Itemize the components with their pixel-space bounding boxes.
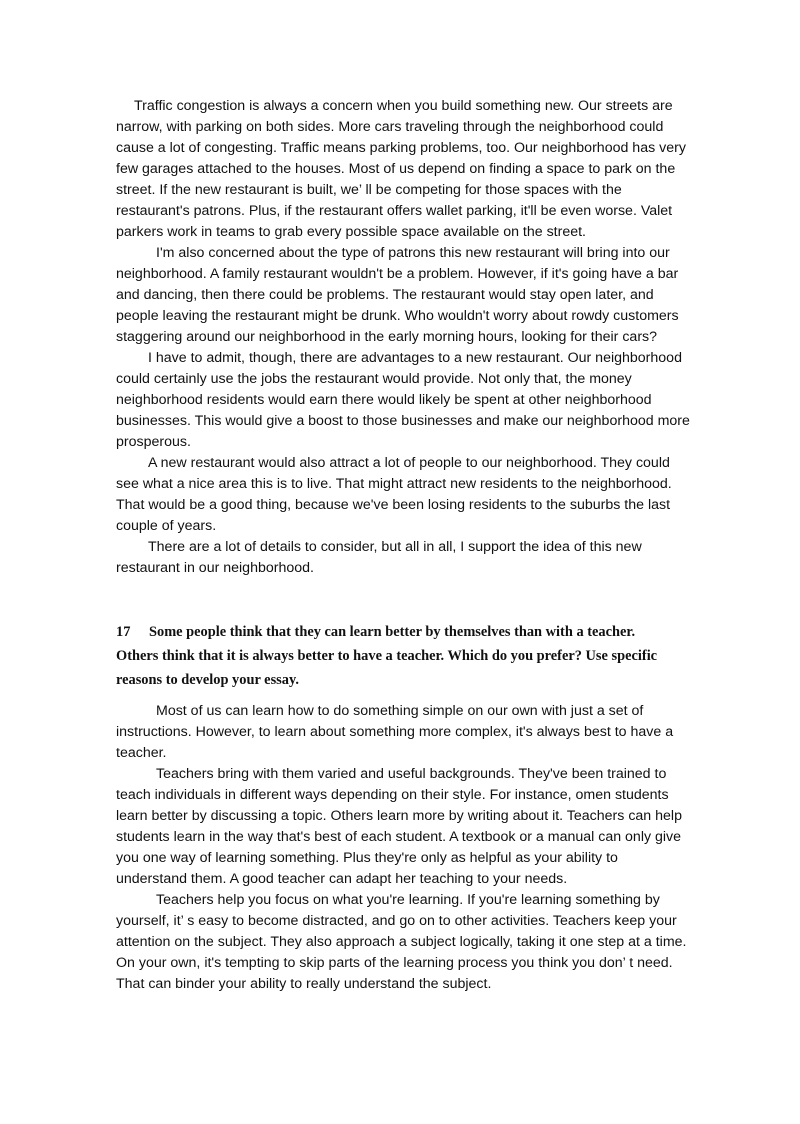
question-number: 17 bbox=[116, 624, 131, 640]
paragraph-advantages: I have to admit, though, there are advantages to a new restaurant. Our neighborhood could certainly use the jobs the restaurant would provide. Not only that, the money neighborhood residents would earn there would likely be spent at other neighborhood businesses. This would give a boost to those businesses and make our neighborhood more prosperous. bbox=[116, 350, 690, 450]
paragraph-attract-people: A new restaurant would also attract a lot of people to our neighborhood. They could see what a nice area this is to live. That might attract new residents to the neighborhood. That would be a good thing, because we've been losing residents to the suburbs the last couple of years. bbox=[116, 455, 672, 534]
essay-16-continued bbox=[116, 96, 690, 579]
paragraph-conclusion: There are a lot of details to consider, but all in all, I support the idea of this new restaurant in our neighborhood. bbox=[116, 539, 642, 576]
paragraph-intro: Most of us can learn how to do something simple on our own with just a set of instructions. However, to learn about something more complex, it's always best to have a teacher. bbox=[116, 703, 674, 761]
paragraph-traffic: Traffic congestion is always a concern when you build something new. Our streets are narrow, with parking on both sides. More cars traveling through the neighborhood could cause a lot of congesting. Traffic means parking problems, too. Our neighborhood has very few garages attached to the houses. Most of us depend on finding a space to park on the street. If the new restaurant is built, we’ ll be competing for those spaces with the restaurant's patrons. Plus, if the restaurant offers wallet parking, it'll be even worse. Valet parkers work in teams to grab every possible space available on the street. bbox=[116, 98, 686, 240]
paragraph-patrons: I'm also concerned about the type of patrons this new restaurant will bring into our neighborhood. A family restaurant wouldn't be a problem. However, if it's going have a bar and dancing, then there could be problems. The restaurant would stay open later, and people leaving the restaurant might be drunk. Who wouldn't worry about rowdy customers staggering around our neighborhood in the early morning hours, looking for their cars? bbox=[116, 245, 679, 345]
question-prompt: Some people think that they can learn better by themselves than with a teacher. Others think that it is always better to have a teacher. Which do you prefer? Use specific reasons to develop your essay. bbox=[116, 624, 658, 688]
paragraph-focus: Teachers help you focus on what you're learning. If you're learning something by yourself, it’ s easy to become distracted, and go on to other activities. Teachers keep your attention on the subject. They also approach a subject logically, taking it one step at a time. On your own, it's tempting to skip parts of the learning process you think you don’ t need. That can binder your ability to really understand the subject. bbox=[116, 892, 687, 992]
question-17 bbox=[116, 620, 676, 692]
essay-17 bbox=[116, 701, 690, 995]
paragraph-backgrounds: Teachers bring with them varied and useful backgrounds. They've been trained to teach individuals in different ways depending on their style. For instance, omen students learn better by discussing a topic. Others learn more by writing about it. Teachers can help students learn in the way that's best of each student. A textbook or a manual can only give you one way of learning something. Plus they're only as helpful as your ability to understand them. A good teacher can adapt her teaching to your needs. bbox=[116, 766, 682, 887]
